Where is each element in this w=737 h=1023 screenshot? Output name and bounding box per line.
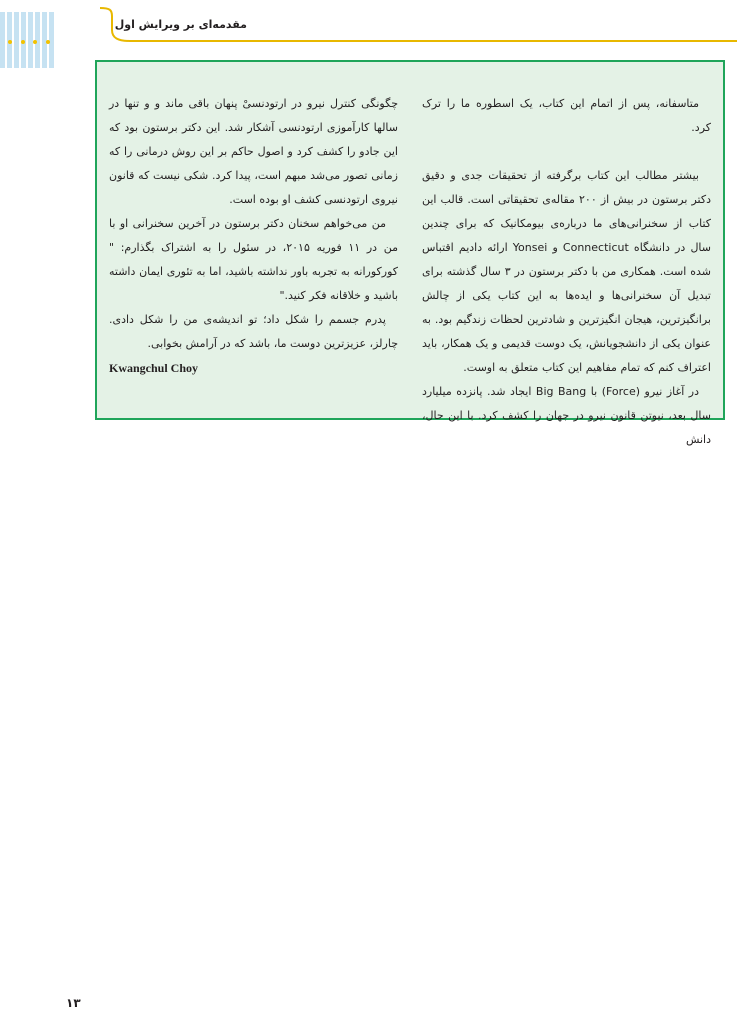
signature: Kwangchul Choy	[109, 361, 199, 375]
preface-box	[95, 60, 725, 446]
column-right	[422, 92, 712, 446]
paragraph: متاسفانه، پس از اتمام این کتاب، یک اسطوره ما را ترک کرد.	[422, 97, 711, 134]
decorative-dots	[4, 36, 54, 48]
paragraph: بیشتر مطالب این کتاب برگرفته از تحقیقات جدی و دقیق دکتر برستون در بیش از ۲۰۰ مقاله‌ی تحقیقاتی است. قالب این کتاب از سخنرانی‌های ما درباره‌ی بیومکانیک که برای چندین سال در دانشگاه Connecticut و Yonsei ارائه دادیم اقتباس شده است. همکاری من با دکتر برستون در ۳ سال گذشته برای تبدیل آن سخنرانی‌ها و ایده‌ها به این کتاب یکی از چالش برانگیزترین، هیجان انگیزترین و شادترین لحظات زندگیم بود. به عنوان یکی از دانشجویانش، یک دوست قدیمی و یک همکار، باید اعتراف کنم که تمام مفاهیم این کتاب متعلق به اوست.	[422, 169, 712, 374]
paragraph: چگونگی کنترل نیرو در ارتودنسیْ پنهان باقی ماند و و تنها در سالها کارآموزی ارتودنسی آشکار شد. این دکتر برستون بود که این جادو را کشف کرد و اصول حاکم بر این روش درمانی را که زمانی تصور می‌شد مبهم است، پیدا کرد. شکی نیست که قانون نیروی ارتودنسی کشف او بوده است.	[109, 97, 398, 206]
paragraph: پدرم جسمم را شکل داد؛ تو اندیشه‌ی من را شکل دادی. چارلز، عزیزترین دوست ما، باشد که در آرامش بخوابی.	[109, 313, 398, 350]
chapter-title: مقدمه‌ای بر ویرایش اول	[114, 18, 247, 31]
page-number: ۱۳	[66, 996, 81, 1010]
paragraph: من می‌خواهم سخنان دکتر برستون در آخرین سخنرانی او با من در ۱۱ فوریه ۲۰۱۵، در سئول را به اشتراک بگذارم: " کورکورانه به تجربه باور نداشته باشید، اما به تئوری ایمان داشته باشید و خلاقانه فکر کنید."	[109, 217, 398, 302]
paragraph: در آغاز نیرو (Force) با Big Bang ایجاد شد. پانزده میلیارد سال بعد، نیوتن قانون نیرو در جهان را کشف کرد. با این حال، دانش	[422, 385, 711, 446]
column-left	[109, 92, 398, 408]
header-rule	[130, 40, 737, 42]
